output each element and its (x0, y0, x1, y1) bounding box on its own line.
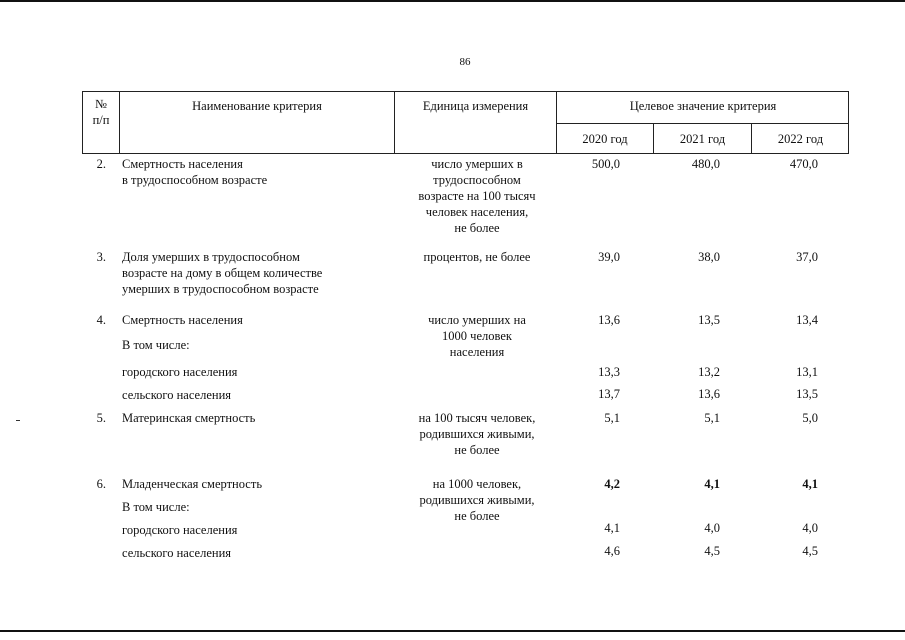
value-2020: 13,6 (598, 313, 620, 327)
subgroup-label: В том числе: (122, 338, 190, 352)
value-2022: 4,5 (802, 544, 818, 558)
value-2020: 13,7 (598, 387, 620, 401)
unit-line: не более (454, 509, 500, 523)
value-2022: 37,0 (796, 250, 818, 264)
value-2022: 470,0 (789, 157, 818, 171)
unit-cell (392, 476, 562, 524)
value-2022: 13,4 (796, 313, 818, 327)
value-2022: 5,0 (802, 411, 818, 425)
bottom-rule (0, 630, 905, 632)
header-num: № (95, 97, 107, 111)
value-2022: 4,1 (802, 477, 818, 491)
unit-line: на 1000 человек, (432, 477, 522, 491)
value-2020: 5,1 (604, 411, 620, 425)
value-2021: 38,0 (698, 250, 720, 264)
value-2021: 13,5 (698, 313, 720, 327)
header-year-2022: 2022 год (777, 132, 824, 146)
row-number: 3. (96, 250, 106, 264)
unit-cell (392, 156, 562, 236)
row-number: 2. (96, 157, 106, 171)
subgroup-label: В том числе: (122, 500, 190, 514)
table-header (82, 91, 849, 154)
unit-line: на 100 тысяч человек, (418, 411, 536, 425)
criterion-name (122, 156, 392, 188)
unit-line: процентов, не более (423, 250, 531, 264)
unit-line: населения (449, 345, 505, 359)
criterion-name: Младенческая смертность (122, 477, 263, 491)
unit-cell (392, 249, 562, 265)
unit-line: трудоспособном (433, 173, 521, 187)
criterion-name-line: возрасте на дому в общем количестве (122, 266, 323, 280)
header-year-2021: 2021 год (679, 132, 726, 146)
subrow-name: сельского населения (122, 388, 232, 402)
unit-line: число умерших на (428, 313, 526, 327)
header-divider (556, 123, 848, 124)
subrow-name: городского населения (122, 523, 238, 537)
criterion-name: Смертность населения (122, 313, 243, 327)
value-2022: 13,5 (796, 387, 818, 401)
row-number: 6. (96, 477, 106, 491)
value-2021: 4,0 (704, 521, 720, 535)
unit-line: не более (454, 221, 500, 235)
unit-line: 1000 человек (442, 329, 512, 343)
value-2020: 500,0 (591, 157, 620, 171)
value-2020: 4,1 (604, 521, 620, 535)
header-name: Наименование критерия (192, 99, 322, 113)
header-year-2020: 2020 год (582, 132, 628, 146)
unit-line: родившихся живыми, (419, 427, 535, 441)
value-2022: 4,0 (802, 521, 818, 535)
value-2020: 39,0 (598, 250, 620, 264)
value-2020: 4,6 (604, 544, 620, 558)
value-2022: 13,1 (796, 365, 818, 379)
unit-line: возрасте на 100 тысяч (418, 189, 536, 203)
value-2021: 4,1 (704, 477, 720, 491)
margin-mark (16, 420, 20, 421)
criterion-name-line: в трудоспособном возрасте (122, 173, 268, 187)
subrow-name: городского населения (122, 365, 238, 379)
page-number: 86 (459, 56, 471, 68)
header-unit: Единица измерения (422, 99, 529, 113)
unit-line: человек населения, (425, 205, 529, 219)
value-2021: 480,0 (691, 157, 720, 171)
value-2021: 13,6 (698, 387, 720, 401)
criterion-name-line: Доля умерших в трудоспособном (122, 250, 300, 264)
header-target: Целевое значение критерия (629, 99, 777, 113)
value-2021: 5,1 (704, 411, 720, 425)
value-2020: 13,3 (598, 365, 620, 379)
row-number: 4. (96, 313, 106, 327)
value-2020: 4,2 (604, 477, 620, 491)
criterion-name-line: умерших в трудоспособном возрасте (122, 282, 319, 296)
value-2021: 4,5 (704, 544, 720, 558)
unit-line: родившихся живыми, (419, 493, 535, 507)
value-2021: 13,2 (698, 365, 720, 379)
criterion-name (122, 249, 392, 297)
unit-line: не более (454, 443, 500, 457)
subrow-name: сельского населения (122, 546, 232, 560)
criterion-name: Материнская смертность (122, 411, 256, 425)
top-rule (0, 0, 905, 2)
header-num-sub: п/п (92, 113, 110, 127)
row-number: 5. (96, 411, 106, 425)
criterion-name-line: Смертность населения (122, 157, 243, 171)
unit-line: число умерших в (431, 157, 523, 171)
unit-cell (392, 312, 562, 360)
unit-cell (392, 410, 562, 458)
